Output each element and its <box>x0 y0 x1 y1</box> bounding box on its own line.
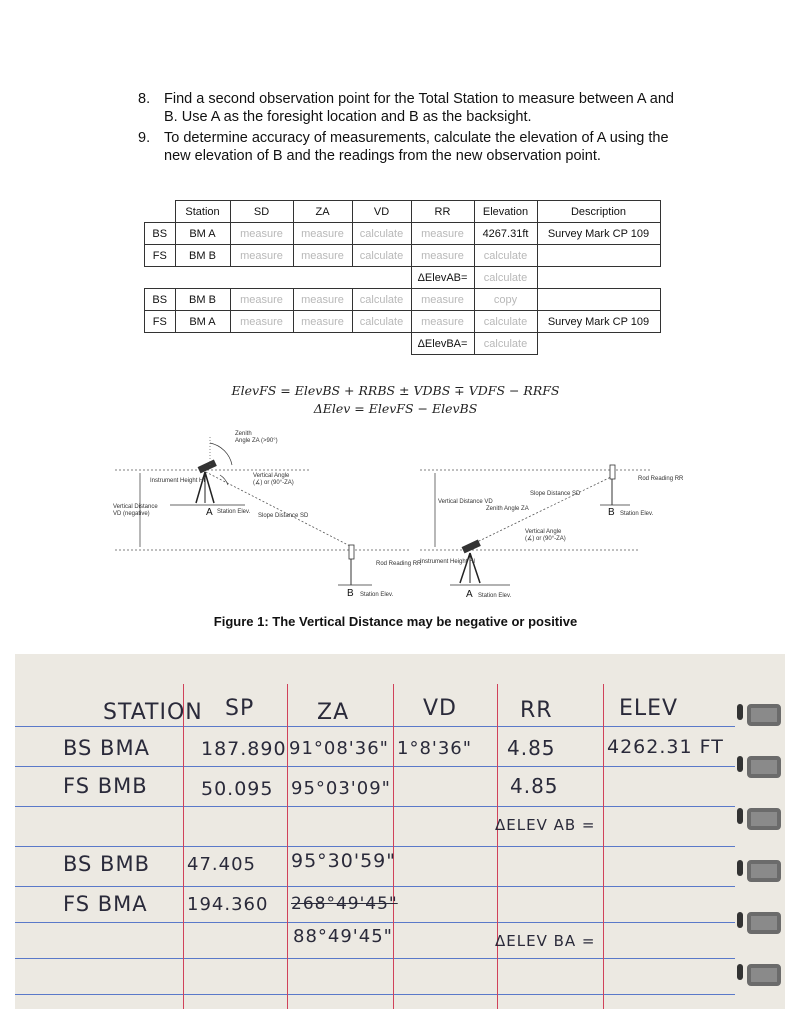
row-station: BM A <box>175 223 230 245</box>
row-vd: calculate <box>352 223 411 245</box>
row-za: measure <box>293 223 352 245</box>
row-description <box>537 289 660 311</box>
row-za: measure <box>293 311 352 333</box>
instruction-text: Find a second observation point for the Total Station to measure between A and B. Use A as the foresight location and B as the backsight. <box>164 91 674 125</box>
nb-header-za: ZA <box>317 700 350 725</box>
instruction-text: To determine accuracy of measurements, calculate the elevation of A using the new elevation of B and the readings from the new observation point. <box>164 130 669 164</box>
nb-header-rr: RR <box>520 698 553 723</box>
table-row <box>145 223 661 245</box>
delta-row <box>145 267 661 289</box>
row-rr: measure <box>411 245 474 267</box>
row-sd: measure <box>230 289 293 311</box>
nb-row-sd: 50.095 <box>201 778 274 800</box>
delta-ba-value: calculate <box>474 333 537 355</box>
row-rr: measure <box>411 311 474 333</box>
label-b-left: B <box>347 588 354 599</box>
notebook-photo <box>15 654 785 1009</box>
label-b-right: B <box>608 507 615 518</box>
row-station: BM B <box>175 245 230 267</box>
svg-text:Station Elev.: Station Elev. <box>217 509 251 515</box>
label-a-left: A <box>206 507 213 518</box>
nb-row-sd: 187.890 <box>201 738 287 760</box>
row-type: BS <box>145 289 176 311</box>
header-elevation: Elevation <box>474 201 537 223</box>
row-vd: calculate <box>352 311 411 333</box>
nb-delta-ab: ΔELEV AB = <box>495 816 596 834</box>
row-za: measure <box>293 245 352 267</box>
equation-delta: ΔElev = ElevFS − ElevBS <box>313 401 478 416</box>
nb-header-vd: VD <box>423 696 457 721</box>
row-type: FS <box>145 311 176 333</box>
header-rr: RR <box>411 201 474 223</box>
row-type: BS <box>145 223 176 245</box>
nb-row-label: BS BMB <box>63 852 150 876</box>
svg-text:Angle ZA (>90°): Angle ZA (>90°) <box>235 438 278 444</box>
header-vd: VD <box>352 201 411 223</box>
row-station: BM A <box>175 311 230 333</box>
rod-b-icon <box>338 545 372 585</box>
figure-caption: Figure 1: The Vertical Distance may be negative or positive <box>213 614 578 629</box>
row-description: Survey Mark CP 109 <box>537 223 660 245</box>
row-rr: measure <box>411 223 474 245</box>
header-za: ZA <box>293 201 352 223</box>
row-za: measure <box>293 289 352 311</box>
nb-row-label: FS BMA <box>63 892 148 916</box>
table-header-row <box>145 201 661 223</box>
label-zenith-left: Zenith <box>235 431 252 437</box>
nb-row-sd: 47.405 <box>187 854 256 875</box>
row-sd: measure <box>230 245 293 267</box>
label-vertical-right: Vertical Angle <box>525 529 562 535</box>
nb-header-station: STATION <box>103 700 203 725</box>
label-instrument-left: Instrument Height HI <box>150 478 206 484</box>
row-vd: calculate <box>352 289 411 311</box>
label-slope-right: Slope Distance SD <box>530 491 581 497</box>
label-vertical-left: Vertical Angle <box>253 473 290 479</box>
svg-text:Station Elev.: Station Elev. <box>620 511 654 517</box>
nb-row-za: 95°03'09" <box>291 778 391 799</box>
row-rr: measure <box>411 289 474 311</box>
svg-text:(∡) or (90°-ZA): (∡) or (90°-ZA) <box>525 536 566 542</box>
header-sd: SD <box>230 201 293 223</box>
instruction-number: 9. <box>138 130 151 146</box>
table-row <box>145 289 661 311</box>
nb-row-za-crossed: 268°49'45" <box>291 894 398 914</box>
instruction-number: 8. <box>138 91 151 107</box>
nb-row-za: 95°30'59" <box>291 850 396 872</box>
label-instrument-right: Instrument Height HI <box>420 559 476 565</box>
nb-row-rr: 4.85 <box>510 774 559 798</box>
left-diagram <box>113 431 422 599</box>
row-description: Survey Mark CP 109 <box>537 311 660 333</box>
survey-table <box>144 200 661 355</box>
row-station: BM B <box>175 289 230 311</box>
row-elevation: calculate <box>474 311 537 333</box>
svg-text:Station Elev.: Station Elev. <box>478 593 512 599</box>
label-rod-right: Rod Reading RR <box>638 476 684 482</box>
nb-row-za: 91°08'36" <box>289 738 389 759</box>
label-a-right: A <box>466 589 473 600</box>
nb-header-sd: SP <box>225 696 255 721</box>
nb-row-rr: 4.85 <box>507 736 556 760</box>
table-row <box>145 311 661 333</box>
row-description <box>537 245 660 267</box>
nb-row-vd: 1°8'36" <box>397 738 473 759</box>
delta-ab-value: calculate <box>474 267 537 289</box>
svg-text:Station Elev.: Station Elev. <box>360 592 394 598</box>
nb-header-elev: ELEV <box>619 696 679 721</box>
equation-elevation: ElevFS = ElevBS + RRBS ± VDBS ∓ VDFS − RRFS <box>231 383 560 398</box>
nb-row-za: 88°49'45" <box>293 926 393 947</box>
row-elevation: copy <box>474 289 537 311</box>
label-vd-left: Vertical Distance <box>113 504 158 510</box>
delta-row <box>145 333 661 355</box>
right-diagram <box>420 465 684 600</box>
nb-row-sd: 194.360 <box>187 894 269 915</box>
delta-ba-label: ΔElevBA= <box>411 333 474 355</box>
row-elevation: 4267.31ft <box>474 223 537 245</box>
row-sd: measure <box>230 311 293 333</box>
svg-text:VD (negative): VD (negative) <box>113 511 150 517</box>
row-elevation: calculate <box>474 245 537 267</box>
row-vd: calculate <box>352 245 411 267</box>
label-vd-right: Vertical Distance VD <box>438 499 493 505</box>
row-sd: measure <box>230 223 293 245</box>
nb-row-label: FS BMB <box>63 774 148 798</box>
label-rod-left: Rod Reading RR <box>376 561 422 567</box>
row-type: FS <box>145 245 176 267</box>
nb-delta-ba: ΔELEV BA = <box>495 932 596 950</box>
delta-ab-label: ΔElevAB= <box>411 267 474 289</box>
header-description: Description <box>537 201 660 223</box>
label-zenith-right: Zenith Angle ZA <box>486 506 529 512</box>
nb-row-label: BS BMA <box>63 736 150 760</box>
svg-text:(∡) or (90°-ZA): (∡) or (90°-ZA) <box>253 480 294 486</box>
table-row <box>145 245 661 267</box>
rod-b-right-icon <box>600 465 630 505</box>
header-station: Station <box>175 201 230 223</box>
survey-figure <box>110 425 684 610</box>
nb-row-elev: 4262.31 FT <box>607 736 724 758</box>
label-slope-left: Slope Distance SD <box>258 513 309 519</box>
